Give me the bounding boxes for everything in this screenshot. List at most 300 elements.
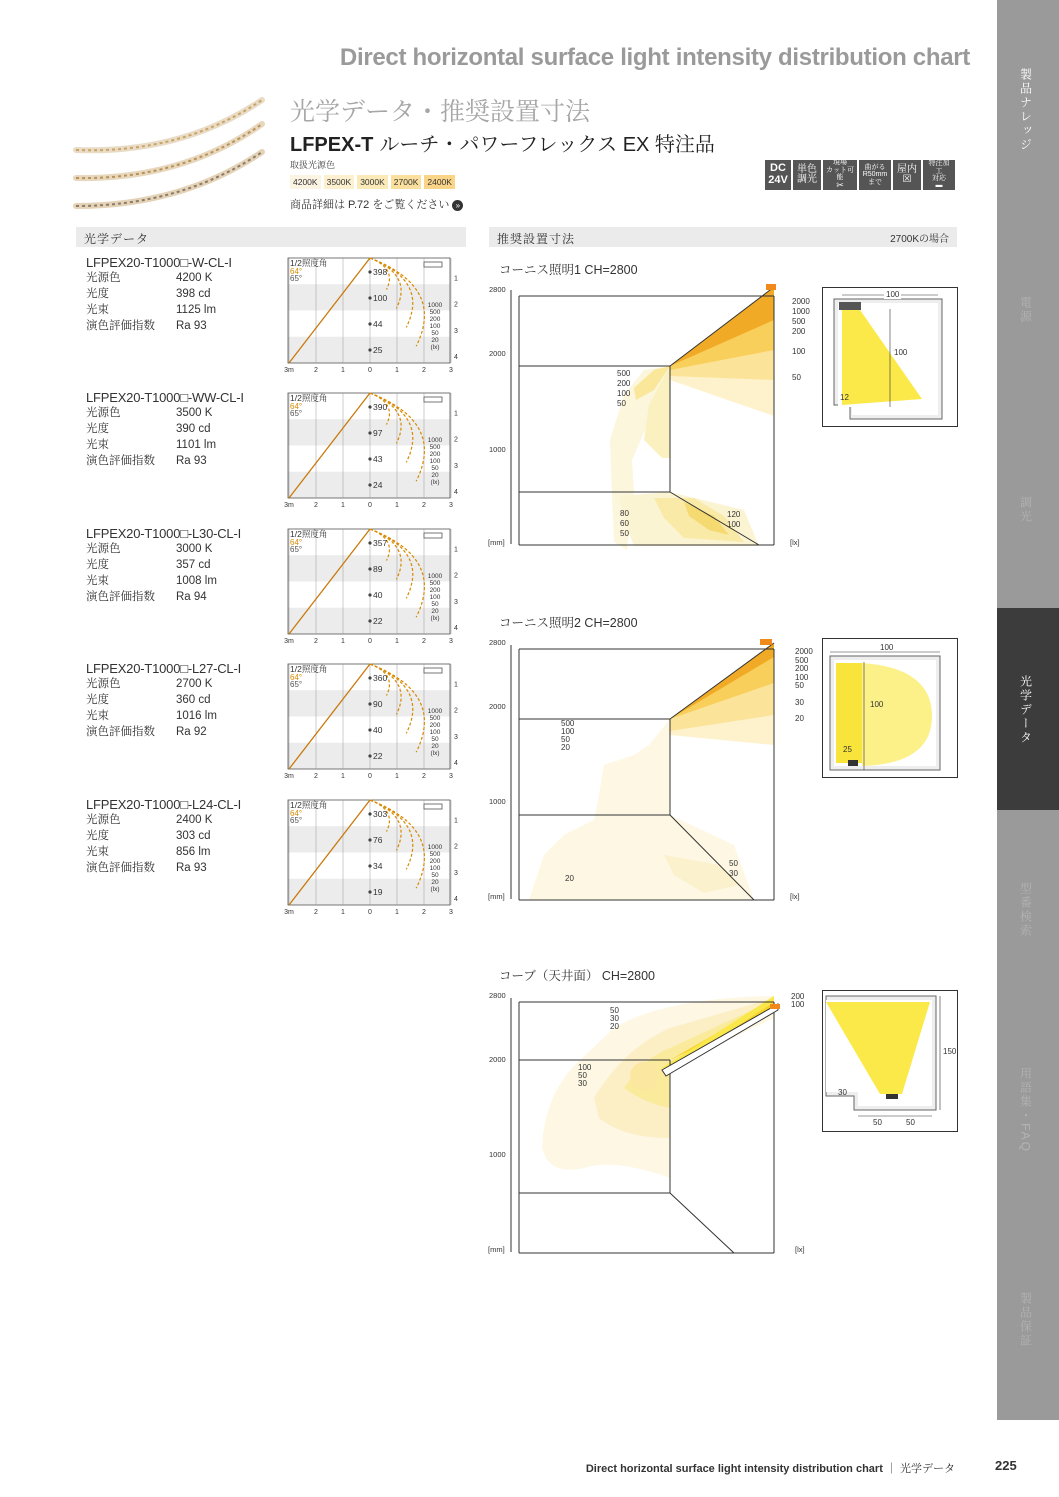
center-point <box>368 270 371 273</box>
spec-row <box>86 405 286 421</box>
product-code: LFPEX-T <box>290 134 374 156</box>
spec-key: 光源色 <box>86 272 121 284</box>
contour-label: 30 <box>795 697 804 707</box>
distance-tick: 1 <box>341 909 345 915</box>
contour-labels-left <box>578 1064 591 1088</box>
spec-row <box>86 302 286 318</box>
spec-key: 演色評価指数 <box>86 320 155 332</box>
badge-indoor <box>893 160 921 190</box>
badge-custom <box>923 160 955 190</box>
inset-detail-3 <box>822 990 958 1132</box>
product-title <box>290 128 715 157</box>
distance-tick: 3 <box>449 909 453 915</box>
lux-scale-label: 50 <box>431 601 439 608</box>
illuminance-value: 398 <box>373 267 388 277</box>
lux-scale-label: 1000 <box>427 437 443 444</box>
dim-label: 12 <box>840 393 849 402</box>
badge-text: 特注加工 <box>928 160 950 175</box>
contour-label: 30 <box>729 869 738 878</box>
model-block <box>86 661 286 740</box>
spec-value: Ra 94 <box>176 591 207 603</box>
half-angle-value: 64° <box>290 538 303 547</box>
contour-label: 30 <box>610 1014 619 1023</box>
spec-value: Ra 93 <box>176 862 207 874</box>
contour-label: 100 <box>795 672 809 682</box>
illuminance-value: 19 <box>373 887 383 897</box>
lux-scale-label: 50 <box>431 736 439 743</box>
side-tab-label: 調光 <box>1018 496 1033 524</box>
lux-scale-label: 100 <box>429 323 441 330</box>
illuminance-value: 22 <box>373 751 383 761</box>
lux-scale-label: (lx) <box>430 886 440 893</box>
center-point <box>368 405 371 408</box>
lux-scale-label: (lx) <box>430 344 440 351</box>
spec-row <box>86 541 286 557</box>
lux-scale-label: 500 <box>429 309 441 316</box>
depth-tick: 1 <box>454 275 458 283</box>
strip-icon: ▬ <box>935 182 943 190</box>
distance-tick: 1 <box>395 638 399 644</box>
spec-row <box>86 708 286 724</box>
light-distribution-chart <box>284 797 464 915</box>
lux-scale-label: 50 <box>431 872 439 879</box>
half-angle-title: 1/2照度角 <box>290 800 328 810</box>
dim-label: 100 <box>880 643 894 652</box>
center-point <box>368 702 371 705</box>
half-angle-value: 64° <box>290 267 303 276</box>
side-tab-label: 用語集・FAQ <box>1018 1066 1033 1153</box>
center-point <box>368 593 371 596</box>
model-name: LFPEX20-T1000□-L24-CL-I <box>86 797 241 812</box>
contour-label: 50 <box>578 1071 587 1080</box>
center-point <box>368 728 371 731</box>
depth-tick: 4 <box>454 896 458 903</box>
model-block <box>86 526 286 605</box>
center-point <box>368 296 371 299</box>
color-label: 取扱光源色 <box>290 160 336 170</box>
depth-tick: 4 <box>454 489 458 496</box>
spec-key: 光度 <box>86 288 109 300</box>
contour-label: 20 <box>561 743 570 752</box>
spec-key: 光束 <box>86 439 109 451</box>
contour-label: 20 <box>795 714 804 723</box>
contour-label: 200 <box>795 664 809 673</box>
spec-row <box>86 860 286 876</box>
depth-tick: 2 <box>454 843 458 851</box>
diagram-title: コーニス照明2 CH=2800 <box>499 616 638 630</box>
distance-tick: 1 <box>341 638 345 644</box>
dim-label: 100 <box>870 700 884 709</box>
led-strip-icon <box>424 533 442 538</box>
model-name: LFPEX20-T1000□-L30-CL-I <box>86 526 241 541</box>
illuminance-value: 100 <box>373 293 388 303</box>
optics-section-bar: 光学データ <box>76 227 466 247</box>
spec-key: 光度 <box>86 694 109 706</box>
badge-text: 現場 <box>833 159 847 167</box>
spec-value: Ra 93 <box>176 455 207 467</box>
model-name: LFPEX20-T1000□-WW-CL-I <box>86 390 244 405</box>
badge-text: R50mm <box>862 171 888 179</box>
center-point <box>368 619 371 622</box>
depth-tick: 1 <box>454 546 458 554</box>
center-point <box>368 812 371 815</box>
contour-label: 200 <box>617 379 631 388</box>
side-tab-model-search[interactable] <box>993 820 1059 1000</box>
distance-tick: 2 <box>314 638 318 644</box>
contour-label: 50 <box>617 399 626 408</box>
illuminance-value: 24 <box>373 480 383 490</box>
badge-text: 対応 <box>932 175 946 182</box>
spec-key: 光度 <box>86 830 109 842</box>
y-tick: 1000 <box>489 445 506 454</box>
spec-key: 光束 <box>86 846 109 858</box>
badge-text: 24V <box>768 174 788 186</box>
spec-key: 光束 <box>86 304 109 316</box>
illuminance-value: 360 <box>373 673 388 683</box>
led-strip-icon <box>424 668 442 673</box>
light-distribution-chart <box>284 255 464 373</box>
y-tick: [mm] <box>488 1245 505 1254</box>
y-tick: 1000 <box>489 1150 506 1159</box>
lux-scale-label: (lx) <box>430 615 440 622</box>
half-angle-value: 64° <box>290 673 303 682</box>
distance-tick: 2 <box>422 367 426 373</box>
half-angle-value: 65° <box>290 274 303 283</box>
contour-labels-right <box>791 993 804 1009</box>
contour-label: 60 <box>620 519 629 528</box>
contour-label: 200 <box>792 327 806 336</box>
spec-key: 演色評価指数 <box>86 455 155 467</box>
light-distribution-chart <box>284 526 464 644</box>
contour-labels-right <box>792 297 810 383</box>
side-tab-knowledge[interactable] <box>993 20 1059 200</box>
led-strip-icon <box>424 262 442 267</box>
depth-tick: 3 <box>454 462 458 470</box>
color-chip: 4200K <box>290 175 321 189</box>
contour-label: 500 <box>795 655 809 665</box>
footer-title <box>520 1460 955 1476</box>
distance-tick: 1 <box>341 773 345 779</box>
depth-tick: 3 <box>454 598 458 606</box>
spec-key: 光度 <box>86 423 109 435</box>
install-section-title: 推奨設置寸法 <box>497 232 576 246</box>
illuminance-value: 303 <box>373 809 388 819</box>
illuminance-value: 43 <box>373 454 383 464</box>
lux-scale-label: (lx) <box>430 750 440 757</box>
badge-text: カット可能 <box>826 166 854 181</box>
depth-tick: 2 <box>454 436 458 444</box>
model-name: LFPEX20-T1000□-W-CL-I <box>86 255 232 270</box>
side-tab-label: 製品保証 <box>1018 1292 1033 1348</box>
spec-row <box>86 573 286 589</box>
inset-detail-2 <box>822 638 958 778</box>
side-tab-label: 電源 <box>1018 296 1033 324</box>
illuminance-value: 22 <box>373 616 383 626</box>
spec-row <box>86 844 286 860</box>
contour-label: 2000 <box>795 647 813 656</box>
side-tab-label: 光学データ <box>1018 675 1033 745</box>
center-point <box>368 567 371 570</box>
dim-label: 150 <box>943 1047 957 1056</box>
install-note: 2700Kの場合 <box>890 234 949 245</box>
section-subtitle: 光学データ・推奨設置寸法 <box>290 98 591 126</box>
lux-scale-label: 200 <box>429 858 441 865</box>
spec-row <box>86 453 286 469</box>
spec-row <box>86 557 286 573</box>
spec-key: 光源色 <box>86 678 121 690</box>
spec-row <box>86 286 286 302</box>
contour-label: 30 <box>578 1079 587 1088</box>
lux-scale-label: 20 <box>431 743 439 750</box>
unit-label: [lx] <box>790 538 800 547</box>
illuminance-value: 25 <box>373 345 383 355</box>
spec-key: 演色評価指数 <box>86 591 155 603</box>
y-tick: 2000 <box>489 1055 506 1064</box>
lux-scale-label: 1000 <box>427 573 443 580</box>
half-angle-title: 1/2照度角 <box>290 529 328 539</box>
depth-tick: 4 <box>454 760 458 767</box>
contour-label: 100 <box>791 1000 805 1009</box>
spec-value: 2400 K <box>176 814 213 826</box>
lux-scale-label: 1000 <box>427 302 443 309</box>
spec-value: Ra 92 <box>176 726 207 738</box>
contour-label: 1000 <box>792 307 810 316</box>
badge-dc24v <box>765 160 791 190</box>
spec-value: Ra 93 <box>176 320 207 332</box>
distance-tick: 1 <box>395 773 399 779</box>
badge-text: 調光 <box>797 174 817 185</box>
lux-scale-label: 20 <box>431 337 439 344</box>
model-block <box>86 390 286 469</box>
distance-tick: 2 <box>314 773 318 779</box>
spec-value: 1101 lm <box>176 439 217 451</box>
illuminance-value: 76 <box>373 835 383 845</box>
product-photo <box>72 92 272 212</box>
dim-label: 30 <box>838 1088 847 1097</box>
spec-key: 演色評価指数 <box>86 726 155 738</box>
color-chip: 2700K <box>391 175 422 189</box>
spec-key: 光源色 <box>86 407 121 419</box>
distance-tick: 0 <box>368 909 372 915</box>
spec-value: 4200 K <box>176 272 213 284</box>
dim-label: 100 <box>886 290 900 299</box>
distance-tick: 1 <box>341 367 345 373</box>
spec-key: 光源色 <box>86 814 121 826</box>
distance-tick: 3m <box>284 367 294 373</box>
badge-cuttable <box>823 160 857 190</box>
led-strip-icon <box>424 397 442 402</box>
half-angle-title: 1/2照度角 <box>290 258 328 268</box>
side-tab-dimming[interactable] <box>993 420 1059 600</box>
contour-label: 20 <box>610 1022 619 1031</box>
half-angle-value: 65° <box>290 409 303 418</box>
illuminance-value: 90 <box>373 699 383 709</box>
spec-value: 3500 K <box>176 407 213 419</box>
indoor-icon: ☒ <box>902 174 912 185</box>
contour-label: 50 <box>610 1006 619 1015</box>
lux-scale-label: 200 <box>429 316 441 323</box>
color-chip: 3000K <box>357 175 388 189</box>
contour-label: 50 <box>620 529 629 538</box>
lux-scale-label: 100 <box>429 865 441 872</box>
distance-tick: 3 <box>449 502 453 508</box>
illuminance-value: 357 <box>373 538 388 548</box>
lux-scale-label: 1000 <box>427 844 443 851</box>
illuminance-value: 34 <box>373 861 383 871</box>
distance-tick: 3m <box>284 502 294 508</box>
distance-tick: 0 <box>368 773 372 779</box>
distance-tick: 3 <box>449 367 453 373</box>
center-point <box>368 754 371 757</box>
distance-tick: 3 <box>449 638 453 644</box>
color-chip: 2400K <box>424 175 455 189</box>
distance-tick: 0 <box>368 502 372 508</box>
side-tab-warranty[interactable] <box>993 1230 1059 1410</box>
half-angle-title: 1/2照度角 <box>290 664 328 674</box>
depth-tick: 4 <box>454 625 458 632</box>
lux-scale-label: 200 <box>429 587 441 594</box>
y-tick: [mm] <box>488 892 505 901</box>
lux-scale-label: 20 <box>431 472 439 479</box>
lux-scale-label: 100 <box>429 458 441 465</box>
diagram-title: コーニス照明1 CH=2800 <box>499 263 638 277</box>
half-angle-value: 64° <box>290 809 303 818</box>
diagram-title: コーブ（天井面） CH=2800 <box>499 969 656 983</box>
spec-value: 303 cd <box>176 830 211 842</box>
distance-tick: 3 <box>449 773 453 779</box>
spec-value: 390 cd <box>176 423 211 435</box>
distance-tick: 2 <box>422 909 426 915</box>
contour-label: 500 <box>617 369 631 378</box>
detail-text: 商品詳細は P.72 をご覧ください <box>290 199 450 211</box>
spec-value: 1125 lm <box>176 304 217 316</box>
half-angle-value: 64° <box>290 402 303 411</box>
distance-tick: 3m <box>284 773 294 779</box>
model-block <box>86 797 286 876</box>
side-tab-optics[interactable] <box>993 620 1059 800</box>
spec-value: 1016 lm <box>176 710 217 722</box>
lux-scale-label: 50 <box>431 330 439 337</box>
illuminance-value: 89 <box>373 564 383 574</box>
contour-label: 100 <box>578 1063 592 1072</box>
spec-value: 360 cd <box>176 694 211 706</box>
contour-label: 100 <box>792 347 806 356</box>
lux-scale-label: 100 <box>429 729 441 736</box>
distance-tick: 3m <box>284 909 294 915</box>
badge-dimming <box>793 160 821 190</box>
depth-tick: 3 <box>454 733 458 741</box>
led-strip-icon <box>424 804 442 809</box>
floor-labels-left <box>620 509 629 539</box>
product-name: ルーチ・パワーフレックス EX 特注品 <box>379 134 715 156</box>
distance-tick: 1 <box>395 502 399 508</box>
lux-scale-label: 100 <box>429 594 441 601</box>
distance-tick: 0 <box>368 638 372 644</box>
contour-label: 100 <box>727 520 741 529</box>
center-point <box>368 864 371 867</box>
illuminance-value: 40 <box>373 725 383 735</box>
floor-labels-right <box>729 859 738 879</box>
spec-key: 光束 <box>86 710 109 722</box>
distance-tick: 1 <box>395 909 399 915</box>
distance-tick: 2 <box>422 502 426 508</box>
center-point <box>368 483 371 486</box>
half-angle-title: 1/2照度角 <box>290 393 328 403</box>
detail-link[interactable] <box>290 196 463 212</box>
lux-scale-label: 500 <box>429 580 441 587</box>
contour-label: 50 <box>729 859 738 868</box>
center-point <box>368 890 371 893</box>
lux-scale-label: 500 <box>429 715 441 722</box>
distance-tick: 2 <box>314 502 318 508</box>
center-point <box>368 838 371 841</box>
spec-row <box>86 828 286 844</box>
color-chip: 3500K <box>324 175 355 189</box>
half-angle-value: 65° <box>290 816 303 825</box>
illuminance-value: 97 <box>373 428 383 438</box>
contour-label: 50 <box>795 681 804 690</box>
depth-tick: 2 <box>454 707 458 715</box>
contour-labels-right <box>795 648 813 724</box>
page-title-en: Direct horizontal surface light intensity distribution chart <box>339 44 970 71</box>
install-section-bar <box>489 227 957 247</box>
distance-tick: 2 <box>314 909 318 915</box>
depth-tick: 3 <box>454 869 458 877</box>
badge-text: 単色 <box>797 163 817 175</box>
dim-label: 50 <box>906 1118 915 1127</box>
center-point <box>368 457 371 460</box>
spec-row <box>86 421 286 437</box>
light-distribution-chart <box>284 390 464 508</box>
depth-tick: 1 <box>454 817 458 825</box>
side-tab-power[interactable] <box>993 220 1059 400</box>
lux-scale-label: 500 <box>429 444 441 451</box>
dim-label: 100 <box>894 348 908 357</box>
model-name: LFPEX20-T1000□-L27-CL-I <box>86 661 241 676</box>
floor-labels-right <box>727 510 740 530</box>
lux-scale-label: 200 <box>429 722 441 729</box>
side-tab-glossary[interactable] <box>993 1010 1059 1210</box>
y-tick: [mm] <box>488 538 505 547</box>
depth-tick: 1 <box>454 410 458 418</box>
distance-tick: 2 <box>422 773 426 779</box>
distance-tick: 0 <box>368 367 372 373</box>
contour-label: 500 <box>792 317 806 326</box>
spec-value: 856 lm <box>176 846 211 858</box>
contour-label: 100 <box>561 727 575 736</box>
lux-scale-label: 1000 <box>427 708 443 715</box>
side-tab-label: 型番検索 <box>1018 882 1033 938</box>
spec-value: 357 cd <box>176 559 211 571</box>
y-tick: 2000 <box>489 702 506 711</box>
distance-tick: 2 <box>422 638 426 644</box>
scissors-icon: ✂ <box>836 180 844 191</box>
depth-tick: 2 <box>454 572 458 580</box>
dim-label: 25 <box>843 745 852 754</box>
illuminance-value: 44 <box>373 319 383 329</box>
half-angle-value: 65° <box>290 545 303 554</box>
arrow-circle-icon: » <box>452 200 463 211</box>
depth-tick: 1 <box>454 681 458 689</box>
depth-tick: 4 <box>454 354 458 361</box>
contour-labels-left <box>561 720 574 752</box>
illuminance-value: 40 <box>373 590 383 600</box>
side-tab-label: 製品ナレッジ <box>1018 68 1033 152</box>
spec-value: 2700 K <box>176 678 213 690</box>
distance-tick: 1 <box>395 367 399 373</box>
badge-text: まで <box>868 178 882 186</box>
lux-scale-label: 200 <box>429 451 441 458</box>
